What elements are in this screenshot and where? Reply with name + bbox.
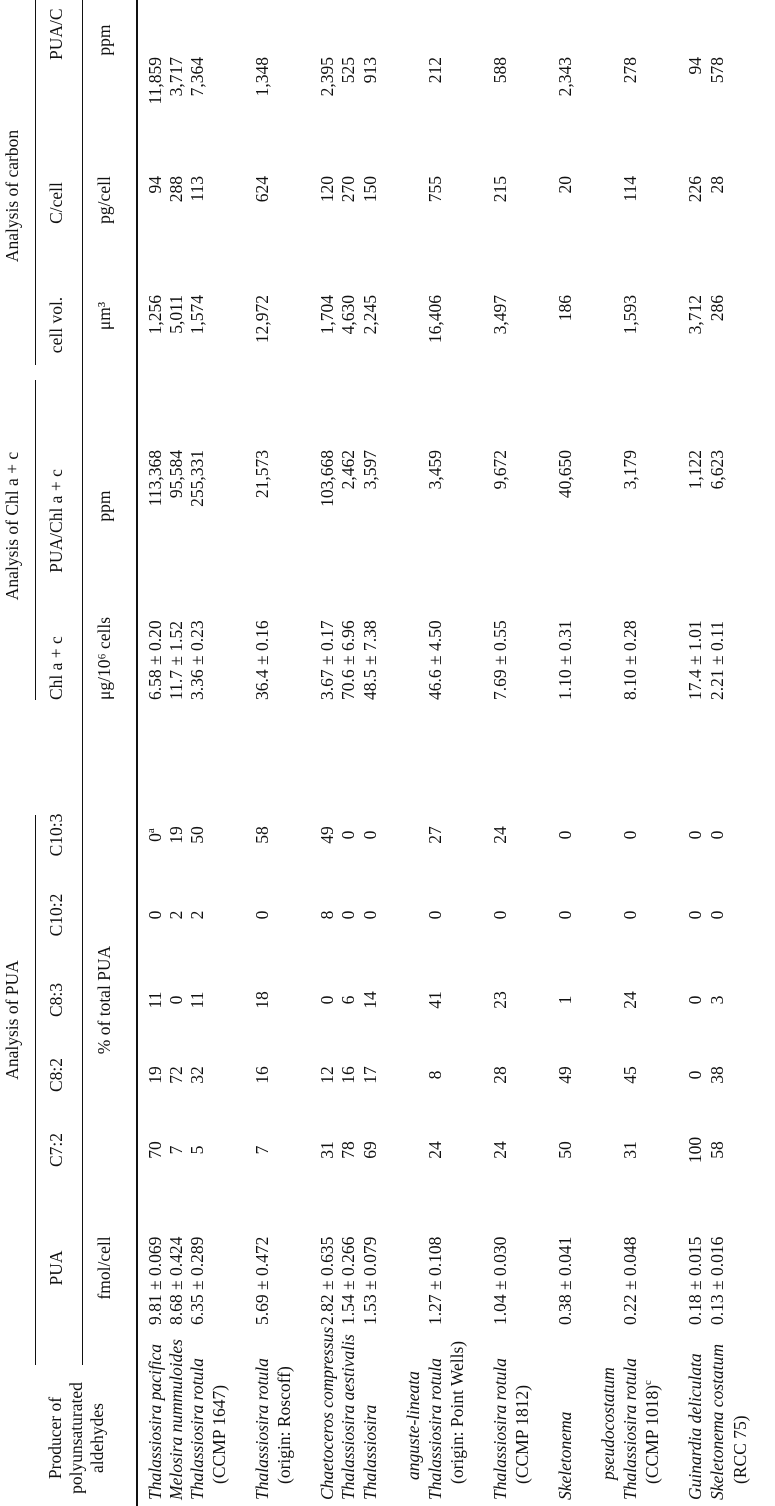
cell-pua-c: 2,395 xyxy=(317,57,337,97)
cell-c103: 0 xyxy=(360,830,380,840)
cell-c72: 5 xyxy=(187,1145,207,1155)
cell-c102: 0 xyxy=(707,910,727,920)
footnote-mark: c xyxy=(642,1380,655,1385)
cell-pua: 0.18 ± 0.015 xyxy=(685,1236,705,1325)
cell-c103: 27 xyxy=(425,826,445,844)
col-header-pua: PUA xyxy=(46,1250,66,1286)
cell-c83: 0 xyxy=(317,995,337,1005)
cell-cellvol: 12,972 xyxy=(252,295,272,344)
cell-c82: 0 xyxy=(685,1070,705,1080)
cell-c72: 7 xyxy=(166,1145,186,1155)
cell-pua-c: 11,859 xyxy=(145,57,165,105)
cell-pua-chl: 6,623 xyxy=(707,450,727,490)
group-header-pua: Analysis of PUA xyxy=(2,960,22,1080)
cell-c102: 2 xyxy=(187,910,207,920)
cell-c103: 24 xyxy=(490,826,510,844)
species-name: Thalassiosira rotula xyxy=(490,1358,510,1500)
group-rule-pua xyxy=(35,815,36,1365)
cell-c-cell: 270 xyxy=(338,176,358,203)
cell-pua-chl: 113,368 xyxy=(145,450,165,507)
cell-chl: 70.6 ± 6.96 xyxy=(338,620,358,700)
cell-c103: 0 xyxy=(338,830,358,840)
unit-pua: fmol/cell xyxy=(94,1236,114,1300)
cell-c-cell: 120 xyxy=(317,176,337,203)
cell-c103: 19 xyxy=(166,826,186,844)
cell-pua: 0.38 ± 0.041 xyxy=(555,1236,575,1325)
cell-c72: 24 xyxy=(425,1141,445,1159)
cell-c72: 50 xyxy=(555,1141,575,1159)
header-rule xyxy=(82,0,83,1365)
cell-chl: 17.4 ± 1.01 xyxy=(685,620,705,700)
col-header-chl: Chl a + c xyxy=(46,636,66,700)
species-name: Melosira nummuloides xyxy=(166,1339,186,1500)
cell-pua-chl: 255,331 xyxy=(187,450,207,507)
cell-cellvol: 1,593 xyxy=(620,295,640,335)
cell-c-cell: 215 xyxy=(490,176,510,203)
species-name: Thalassiosira aestivalis xyxy=(338,1334,358,1500)
cell-pua-chl: 3,459 xyxy=(425,450,445,490)
cell-pua: 1.53 ± 0.079 xyxy=(360,1236,380,1325)
cell-c83: 14 xyxy=(360,991,380,1009)
species-strain: anguste-lineata xyxy=(403,1371,423,1480)
cell-pua: 1.04 ± 0.030 xyxy=(490,1236,510,1325)
cell-c82: 49 xyxy=(555,1066,575,1084)
producer-header-line1: Producer of xyxy=(45,1396,65,1480)
cell-pua-c: 525 xyxy=(338,57,358,84)
cell-c103: 50 xyxy=(187,826,207,844)
cell-c82: 16 xyxy=(338,1066,358,1084)
species-name: Thalassiosira rotula xyxy=(425,1358,445,1500)
cell-cellvol: 1,704 xyxy=(317,295,337,335)
cell-c72: 31 xyxy=(317,1141,337,1159)
col-header-c82: C8:2 xyxy=(46,1057,66,1093)
cell-c82: 19 xyxy=(145,1066,165,1084)
unit-pua-chl: ppm xyxy=(94,490,114,522)
cell-c82: 17 xyxy=(360,1066,380,1084)
cell-c-cell: 288 xyxy=(166,176,186,203)
cell-chl: 7.69 ± 0.55 xyxy=(490,620,510,700)
col-header-cellvol: cell vol. xyxy=(46,296,66,354)
cell-pua: 0.13 ± 0.016 xyxy=(707,1236,727,1325)
cell-pua-chl: 2,462 xyxy=(338,450,358,490)
cell-c102: 8 xyxy=(317,910,337,920)
cell-cellvol: 286 xyxy=(707,295,727,322)
cell-cellvol: 3,497 xyxy=(490,295,510,335)
cell-chl: 36.4 ± 0.16 xyxy=(252,620,272,700)
cell-c83: 18 xyxy=(252,991,272,1009)
cell-c82: 32 xyxy=(187,1066,207,1084)
cell-c72: 100 xyxy=(685,1136,705,1164)
cell-pua-chl: 40,650 xyxy=(555,450,575,499)
species-strain: (CCMP 1812) xyxy=(512,1384,532,1484)
cell-pua-c: 2,343 xyxy=(555,57,575,97)
col-header-c72: C7:2 xyxy=(46,1132,66,1168)
group-header-carbon: Analysis of carbon xyxy=(2,129,22,263)
cell-cellvol: 1,256 xyxy=(145,295,165,335)
cell-c-cell: 624 xyxy=(252,176,272,203)
species-name: Thalassiosira rotula xyxy=(187,1358,207,1500)
species-name: Chaetoceros compressus xyxy=(317,1326,337,1500)
cell-c102: 0 xyxy=(620,910,640,920)
cell-c103: 0$^a$ xyxy=(145,828,165,842)
cell-c102: 0 xyxy=(490,910,510,920)
cell-c103: 0 xyxy=(555,830,575,840)
cell-c82: 12 xyxy=(317,1066,337,1084)
cell-chl: 2.21 ± 0.11 xyxy=(707,621,727,700)
cell-c72: 69 xyxy=(360,1141,380,1159)
cell-c-cell: 28 xyxy=(707,176,727,194)
cell-pua-c: 1,348 xyxy=(252,57,272,97)
cell-pua-c: 578 xyxy=(707,57,727,84)
cell-c83: 11 xyxy=(145,991,165,1009)
cell-pua-c: 94 xyxy=(685,57,705,75)
cell-c102: 0 xyxy=(685,910,705,920)
cell-chl: 48.5 ± 7.38 xyxy=(360,620,380,700)
cell-c82: 16 xyxy=(252,1066,272,1084)
cell-c72: 24 xyxy=(490,1141,510,1159)
cell-pua: 1.27 ± 0.108 xyxy=(425,1236,445,1325)
cell-chl: 6.58 ± 0.20 xyxy=(145,620,165,700)
cell-c103: 49 xyxy=(317,826,337,844)
cell-pua-chl: 21,573 xyxy=(252,450,272,499)
cell-cellvol: 4,630 xyxy=(338,295,358,335)
cell-c83: 0 xyxy=(685,995,705,1005)
cell-c103: 0 xyxy=(620,830,640,840)
cell-c102: 0 xyxy=(360,910,380,920)
cell-c82: 28 xyxy=(490,1066,510,1084)
cell-c83: 23 xyxy=(490,991,510,1009)
species-strain: (CCMP 1647) xyxy=(209,1384,229,1484)
group-header-chl: Analysis of Chl a + c xyxy=(2,451,22,601)
cell-c83: 11 xyxy=(187,991,207,1009)
species-name: Thalassiosira rotula xyxy=(252,1358,272,1500)
cell-cellvol: 186 xyxy=(555,295,575,322)
cell-pua: 8.68 ± 0.424 xyxy=(166,1236,186,1325)
cell-pua-c: 588 xyxy=(490,57,510,84)
cell-cellvol: 2,245 xyxy=(360,295,380,335)
cell-c102: 0 xyxy=(555,910,575,920)
cell-c-cell: 113 xyxy=(187,176,207,202)
species-strain: (CCMP 1018)$^c$ xyxy=(642,1380,662,1484)
species-name: Skeletonema xyxy=(555,1411,575,1500)
cell-c82: 8 xyxy=(425,1070,445,1080)
species-name: Thalassiosira rotula xyxy=(620,1358,640,1500)
species-name: Guinardia deliculata xyxy=(685,1353,705,1500)
cell-pua-chl: 1,122 xyxy=(685,450,705,490)
cell-pua: 1.54 ± 0.266 xyxy=(338,1236,358,1325)
cell-c102: 0 xyxy=(252,910,272,920)
cell-c83: 1 xyxy=(555,995,575,1005)
cell-pua-chl: 3,179 xyxy=(620,450,640,490)
cell-pua: 2.82 ± 0.635 xyxy=(317,1236,337,1325)
cell-c82: 45 xyxy=(620,1066,640,1084)
cell-c102: 0 xyxy=(425,910,445,920)
cell-c83: 24 xyxy=(620,991,640,1009)
cell-cellvol: 1,574 xyxy=(187,295,207,335)
cell-c102: 0 xyxy=(145,910,165,920)
col-header-c83: C8:3 xyxy=(46,982,66,1018)
cell-c-cell: 755 xyxy=(425,176,445,203)
cell-chl: 1.10 ± 0.31 xyxy=(555,620,575,700)
producer-header-line2: polyunsaturated xyxy=(66,1382,86,1494)
col-header-c103: C10:3 xyxy=(46,813,66,857)
cell-pua-chl: 3,597 xyxy=(360,450,380,490)
cell-c102: 2 xyxy=(166,910,186,920)
cell-cellvol: 5,011 xyxy=(166,295,186,334)
cell-c83: 3 xyxy=(707,995,727,1005)
cell-cellvol: 16,406 xyxy=(425,295,445,344)
unit-chl: μg/10⁶ cells xyxy=(94,616,114,700)
group-rule-chl xyxy=(35,380,36,700)
cell-c-cell: 20 xyxy=(555,176,575,194)
species-strain: pseudocostatum xyxy=(598,1367,618,1480)
cell-pua-chl: 103,668 xyxy=(317,450,337,507)
species-name: Skeletonema costatum xyxy=(707,1344,727,1500)
cell-chl: 11.7 ± 1.52 xyxy=(166,621,186,700)
cell-c82: 72 xyxy=(166,1066,186,1084)
cell-cellvol: 3,712 xyxy=(685,295,705,335)
cell-pua-chl: 95,584 xyxy=(166,450,186,499)
cell-c72: 78 xyxy=(338,1141,358,1159)
col-header-pua-chl: PUA/Chl a + c xyxy=(46,469,66,573)
col-header-c102: C10:2 xyxy=(46,893,66,937)
cell-c-cell: 226 xyxy=(685,176,705,203)
cell-pua: 5.69 ± 0.472 xyxy=(252,1236,272,1325)
cell-c72: 70 xyxy=(145,1141,165,1159)
cell-pua-c: 278 xyxy=(620,57,640,84)
cell-chl: 3.67 ± 0.17 xyxy=(317,620,337,700)
cell-c103: 58 xyxy=(252,826,272,844)
cell-chl: 8.10 ± 0.28 xyxy=(620,620,640,700)
cell-c83: 0 xyxy=(166,995,186,1005)
cell-c-cell: 114 xyxy=(620,176,640,202)
cell-c103: 0 xyxy=(707,830,727,840)
footnote-mark: a xyxy=(145,828,158,834)
unit-c-cell: pg/cell xyxy=(94,176,114,224)
cell-c72: 7 xyxy=(252,1145,272,1155)
cell-pua-c: 913 xyxy=(360,57,380,84)
unit-pua-c: ppm xyxy=(94,24,114,56)
cell-c103: 0 xyxy=(685,830,705,840)
cell-pua: 6.35 ± 0.289 xyxy=(187,1236,207,1325)
cell-c83: 41 xyxy=(425,991,445,1009)
cell-c72: 31 xyxy=(620,1141,640,1159)
cell-c72: 58 xyxy=(707,1141,727,1159)
cell-chl: 46.6 ± 4.50 xyxy=(425,620,445,700)
cell-chl: 3.36 ± 0.23 xyxy=(187,620,207,700)
group-rule-carbon xyxy=(35,0,36,365)
cell-c82: 38 xyxy=(707,1066,727,1084)
cell-pua-c: 7,364 xyxy=(187,57,207,97)
col-header-c-cell: C/cell xyxy=(46,182,66,224)
header-thick-rule xyxy=(136,0,138,1506)
cell-pua: 9.81 ± 0.069 xyxy=(145,1236,165,1325)
cell-c-cell: 150 xyxy=(360,176,380,203)
producer-header-line3: aldehydes xyxy=(87,1403,107,1473)
cell-c-cell: 94 xyxy=(145,176,165,194)
unit-cellvol: μm³ xyxy=(94,301,114,331)
cell-c83: 6 xyxy=(338,995,358,1005)
species-name: Thalassiosira pacifica xyxy=(145,1343,165,1500)
species-name: Thalassiosira xyxy=(360,1404,380,1500)
species-strain: (origin: Point Wells) xyxy=(447,1340,467,1484)
cell-pua: 0.22 ± 0.048 xyxy=(620,1236,640,1325)
col-header-pua-c: PUA/C xyxy=(46,8,66,60)
cell-pua-c: 3,717 xyxy=(166,57,186,97)
cell-pua-c: 212 xyxy=(425,57,445,84)
species-strain: (origin: Roscoff) xyxy=(274,1366,294,1484)
cell-c102: 0 xyxy=(338,910,358,920)
unit-percent: % of total PUA xyxy=(94,945,114,1055)
cell-pua-chl: 9,672 xyxy=(490,450,510,490)
species-strain: (RCC 75) xyxy=(730,1415,750,1484)
